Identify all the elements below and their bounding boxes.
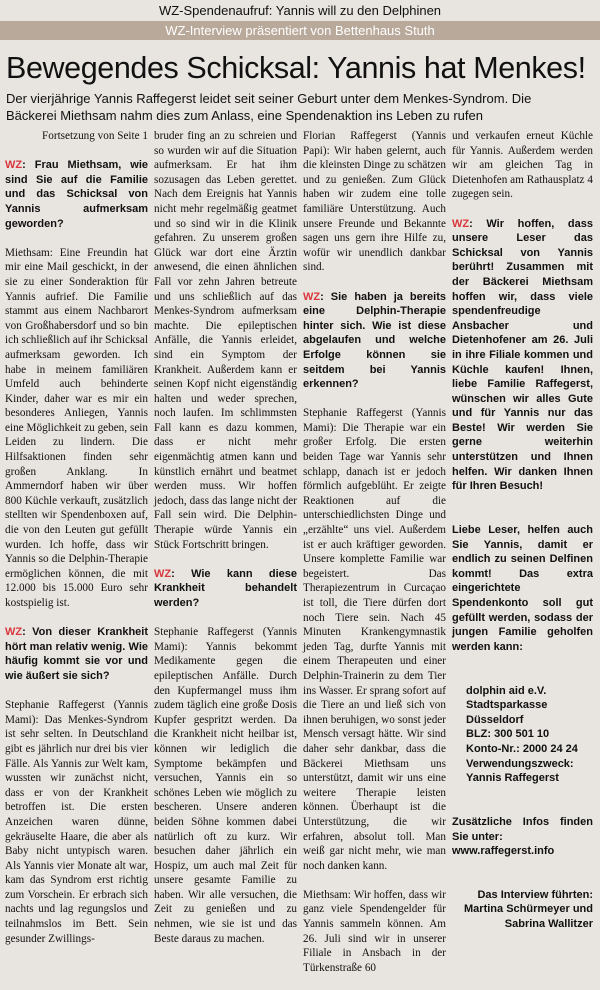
answer-3: Stephanie Raffegerst (Yannis Mami): Yannis bekommt Medikamente gegen die epileptischen Anfälle. Durch den Kupfermangel muss ihm zudem täglich eine große Dosis Kupfer gespritzt werden. Da die Krankheit nicht heilbar ist, können wir lediglich die Symptome bekämpfen und versuchen, Yannis ein so schönes Leben wie möglich zu bescheren. Unsere anderen beiden Söhne kommen dabei natürlich oft zu kurz. Wir besuchen daher jährlich ein Hospiz, um auch mal Zeit für unsere gesamte Familie zu haben. Wir alle versuchen, die Zeit zu genießen und zu nehmen, wie sie ist und das Beste daraus zu machen. [154,626,297,945]
question-text: : Frau Miethsam, wie sind Sie auf die Familie und das Schicksal von Yannis aufmerksam geworden? [5,159,148,230]
question-2 [5,625,148,683]
question-text: : Von dieser Krankheit hört man relativ wenig. Wie häufig kommt sie vor und wie äußert sie sich? [5,626,148,682]
bank-recipient: dolphin aid e.V. [466,684,547,697]
answer-5-part-1: Miethsam: Wir hoffen, dass wir ganz viele Spendengelder für Yannis sammeln können. Am 26. Juli sind wir in unserer Filiale in Ansbach in der Türkenstraße 60 [303,888,446,974]
bank-details [452,684,593,786]
bank-blz: BLZ: 300 501 10 [466,728,550,741]
question-text: : Wie kann diese Krankheit behandelt werden? [154,567,297,609]
wz-label: WZ [154,567,172,580]
question-1 [5,158,148,231]
answer-4: Stephanie Raffegerst (Yannis Mami): Die Therapie war ein großer Erfolg. Die ersten beiden Tage war Yannis sehr schlapp, danach ist er jedoch förmlich aufgeblüht. Er zeigte Reaktionen auf die unterschiedlichsten Dinge und „erzählte“ uns viel. Außerdem ist er auch kräftiger geworden. Unsere komplette Familie war begeistert. Das Therapiezentrum in Curcaçao ist toll, die Tiere dürfen dort noch Tiere sein. Nach 45 Minuten Krankengymnastik jeden Tag, durfte Yannis mit einem Therapeuten und einer Delphin-Trainerin zu dem Tier ins Wasser. Er sprang sofort auf die Tiere an und ließ sich von ihnen beruhigen, wo sonst jeder Mensch versagt hätte. Wir sind daher sehr dankbar, dass die Bäckerei Miethsam uns unterstützt, damit wir uns eine weitere Therapie leisten können. Überhaupt ist die Unterstützung, die wir erfahren, absolut toll. Man weiß gar nicht mehr, wie man noch danken kann. [303,407,446,872]
question-text: : Sie haben ja bereits eine Delphin-Therapie hinter sich. Wie ist diese abgelaufen und welche Erfolge können sie seitdem bei Yannis erkennen? [303,290,446,391]
wz-label: WZ [452,217,470,230]
answer-3b: Florian Raffegerst (Yannis Papi): Wir haben gelernt, auch die kleinsten Dinge zu schätzen und zu genießen. Zum Glück haben wir zudem eine tolle familiäre Unterstützung. Auch unsere Freunde und Bekannte sagen uns gern ihre Hilfe zu, wofür wir unendlich dankbar sind. [303,130,446,274]
donation-appeal: Liebe Leser, helfen auch Sie Yannis, damit er endlich zu seinen Delfinen kommt! Das extra eingerichtete Spendenkonto soll gut gefüllt werden, sodass der jungen Familie geholfen werden kann: [452,524,593,653]
page-title: WZ-Spendenaufruf: Yannis will zu den Delphinen [0,0,600,21]
question-4 [303,290,446,392]
credits-names: Martina Schürmeyer und Sabrina Wallitzer [464,903,593,931]
article-deck: Der vierjährige Yannis Raffegerst leidet seit seiner Geburt unter dem Menkes-Syndrom. Die Bäckerei Miethsam nahm dies zum Anlass, eine Spendenaktion ins Leben zu rufen [6,91,532,123]
column-2 [154,121,297,961]
question-3 [154,567,297,611]
credits-label: Das Interview führten: [477,888,593,901]
sponsor-band: WZ-Interview präsentiert von Bettenhaus Stuth [0,21,600,40]
bank-account: Konto-Nr.: 2000 24 24 [466,742,578,755]
continuation-note: Fortsetzung von Seite 1 [42,130,148,142]
column-3 [303,121,446,990]
bank-name: Stadtsparkasse Düsseldorf [466,699,548,726]
answer-5-part-2: und verkaufen erneut Küchle für Yannis. Außerdem werden wir am gleichen Tag in Dietenhofen am Rathausplatz 4 zugegen sein. [452,130,593,201]
answer-2-part-1: Stephanie Raffegerst (Yannis Mami): Das Menkes-Syndrom ist sehr selten. In Deutschland gibt es jährlich nur drei bis vier Fälle. Als Yannis zur Welt kam, wussten wir zunächst nicht, dass er von der Krankheit betroffen ist. Die ersten Anzeichen waren dünne, gekräuselte Haare, die aber als Baby nicht untypisch waren. Als Yannis vier Monate alt war, kam das Syndrom erst richtig zum Vorschein. Er erbrach sich nachts und lag regungslos und teilnahmslos im Bett. Sein gesunder Zwillings- [5,699,148,945]
bank-purpose: Verwendungszweck: Yannis Raffegerst [466,757,574,785]
info-url-link[interactable]: www.raffegerst.info [452,845,555,858]
closing-text: : Wir hoffen, dass unsere Leser das Schicksal von Yannis berührt! Zusammen mit der Bäckerei Miethsam hoffen wir, dass viele spendenfreudige Ansbacher und Dietenhofener am 26. Juli in ihre Filiale kommen und Küchle kaufen! Ihnen, liebe Familie Raffegerst, wünschen wir alles Gute und für Yannis nur das Beste! Wir werden Sie gerne weiterhin unterstützen und Ihnen helfen. Wir danken Ihnen für Ihren Besuch! [452,217,593,493]
column-4 [452,121,593,932]
column-1 [5,121,148,961]
closing-statement [452,217,593,494]
answer-2-part-2: bruder fing an zu schreien und so wurden wir auf die Situation aufmerksam. Er hat ihm sozusagen das Leben gerettet. Nach dem Ereignis hat Yannis nicht mehr regelmäßig geatmet und so sind wir in die Klinik gefahren. Zu unserem großen Glück war dort eine Ärztin anwesend, die einen ähnlichen Fall vor zehn Jahren betreute und uns schließlich auf das Menkes-Syndrom aufmerksam machte. Die epileptischen Anfälle, die Yannis erleidet, sind ein Symptom der Krankheit. Außerdem kann er seinen Kopf nicht eigenständig halten und weder sprechen, noch laufen. Im schlimmsten Fall kann es dazu kommen, dass er nicht mehr eigenmächtig atmen kann und künstlich ernährt und beatmet werden muss. Wir hoffen jedoch, dass das lange nicht der Fall sein wird. Die Delphin-Therapie würde Yannis ein Stück Fortschritt bringen. [154,130,297,551]
article-body [0,121,600,974]
wz-label: WZ [5,626,23,639]
wz-label: WZ [5,159,23,172]
article-headline: Bewegendes Schicksal: Yannis hat Menkes! [6,51,586,85]
info-label: Zusätzliche Infos finden Sie unter: [452,815,593,843]
answer-1: Miethsam: Eine Freundin hat mir eine Mail geschickt, in der sie zu einer Sonderaktion für Yannis aufrief. Die Familie stammt aus einem Nachbarort von Großhabersdorf und so bin ich schließlich auf ihr Schicksal aufmerksam geworden. Ich habe in meinem familiären Umfeld auch behinderte Kinder, daher war es mir ein besonderes Anliegen, Yannis eine Möglichkeit zu geben, sein Leiden zu lindern. Die Hilfsaktionen finden sehr großen Anklang. In Ammerndorf haben wir über 800 Küchle verkauft, zusätzlich stellten wir Spendenboxen auf, die von den Leuten gut gefüllt wurden. Ich hoffe, dass wir Yannis so die Delphin-Therapie ermöglichen können, die mit 12.000 bis 15.000 Euro sehr kostspielig ist. [5,246,148,609]
wz-label: WZ [303,290,321,303]
